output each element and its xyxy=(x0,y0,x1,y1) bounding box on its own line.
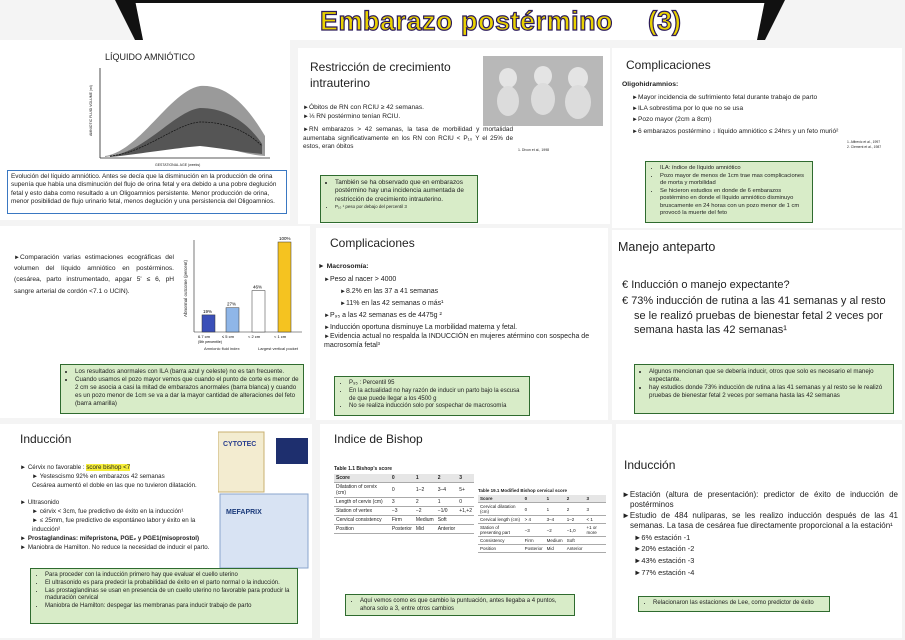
page-title: Embarazo postérmino xyxy=(320,6,614,36)
bullet: Cesárea aumentó el doble en las que no tuvieron dilatación. xyxy=(32,481,197,489)
note: • hay estudios donde 73% inducción de rutina a las 41 semanas y al resto se le realizó pruebas de bienestar fetal 2 veces por semana hasta las 42 semanas xyxy=(649,384,889,400)
note: • Algunos mencionan que se debería inducir, otros que solo es necesario el manejo expectante. xyxy=(649,368,889,384)
note: • También se ha observado que en embarazos postérmino hay una incidencia aumentada de restricción de crecimiento intrauterino. xyxy=(335,179,473,204)
table-row: Cervical length (cm) > 4 3–4 1–2 < 1 xyxy=(478,516,606,524)
note: • Se hicieron estudios en donde de 6 embarazos postérmino en donde el líquido amniótico disminuyo bruscamente en 24 horas con un pozo menor de 1 cm provocó la muerte del feto xyxy=(660,188,808,218)
table-row: Dilatation of cervix (cm) 0 1–2 3–4 5+ xyxy=(334,483,474,498)
note-box xyxy=(645,161,813,223)
bullet: 20% estación -2 xyxy=(641,544,695,554)
note: • Maniobra de Hamilton: despegar las membranas para inducir trabajo de parto xyxy=(45,603,293,611)
note: • Para proceder con la inducción primero hay que evaluar el cuello uterino xyxy=(45,572,293,580)
bar xyxy=(252,291,265,332)
newborn-photo xyxy=(483,56,603,126)
table-row: Station of presenting part −3 −2 −1,0 +1 or more xyxy=(478,524,606,537)
table-header: Score xyxy=(478,495,523,503)
highlight: score bishop <7 xyxy=(86,464,131,471)
bullet: Maniobra de Hamilton. No reduce la necesidad de inducir el parto. xyxy=(27,543,210,551)
note: • Pozo mayor de menos de 1cm trae mas complicaciones de morta y morbilidad xyxy=(660,173,808,188)
table-header: 2 xyxy=(565,495,585,503)
bullet: ► Comparación varias estimaciones ecográficas del volumen del líquido amniótico en postérminos. (cesárea, parto instrumentado, apgar 5' ≤ 6, pH sangre arterial de cordón <7.1 o UCIN). xyxy=(14,252,174,297)
table-header: 2 xyxy=(436,474,458,483)
section-induccion-2: Inducción ►Estación (altura de presentación): predictor de éxito de inducción de postérminos ►Estudio de 484 nulíparas, se les realizo inducción después de las 41 semanas. La tasa de cesárea fue directamente proporcional a la estación¹ ►6% estación -1 ►20% estación -2 ►43% estación -3 ►77% estación -4 • Relacionaron las estaciones de Lee, como predictor de éxito xyxy=(616,424,902,638)
data-label: 100% xyxy=(279,236,291,241)
table-title: Table 1.1 Bishop's score xyxy=(334,466,393,472)
section-induccion-1: Inducción CYTOTEC MEFAPRIX ► Cérvix no favorable : score bishop <7 ► Yestescismo 92% en embarazos 42 semanas Cesárea aumentó el doble en las que no tuvieron dilatación. ► Ultrasonido ► cérvix < 3cm, fue predictivo de éxito en la inducción¹ ► ≤ 25mm, fue predictivo de espontáneo labor y éxito en la inducción² ► Prostaglandinas: mifepristona, PGE₂ y PGE1(misoprostol) ► Maniobra de Hamilton. No reduce la necesidad de inducir el parto. • Para proceder con la inducción primero hay que evaluar el cuello uterino • El ultrasonido es para predecir la probabilidad de éxito en el parto normal o la inducción. • Las prostaglandinas se usan en presencia de un cuello uterino no favorable para producir la maduración cervical • Maniobra de Hamilton: despegar las membranas para inducir trabajo de parto xyxy=(0,424,312,638)
note: • Relacionaron las estaciones de Lee, como predictor de éxito xyxy=(653,600,825,608)
table-header: 3 xyxy=(584,495,606,503)
bullet: ► Evidencia actual no respalda la INDUCCIÓN en mujeres atérmino con sospecha de macrosomía fetal³ xyxy=(324,333,600,351)
bullet: Estación (altura de presentación): predictor de éxito de inducción de postérminos xyxy=(629,490,898,510)
table-header: 1 xyxy=(414,474,436,483)
table-title: Table 19.1 Modified Bishop cervical score xyxy=(478,488,567,493)
section-heading: LÍQUIDO AMNIÓTICO xyxy=(105,52,196,62)
data-label: 19% xyxy=(203,308,213,314)
bullet: Prostaglandinas: mifepristona, PGE₂ y PGE1(misoprostol) xyxy=(27,534,200,542)
section-bishop xyxy=(320,424,612,638)
bullet: ► 6 embarazos postérmino ↓ líquido amniótico ≤ 24hrs y un feto murió² xyxy=(632,126,897,137)
bullet: Yestescismo 92% en embarazos 42 semanas xyxy=(39,472,165,480)
bullet: Cérvix no favorable : xyxy=(27,464,87,471)
note: • ILA: índice de líquido amniótico xyxy=(660,165,808,173)
section-complicaciones-2: Complicaciones ► Macrosomía: ► Peso al nacer > 4000 ► 8.2% en las 37 a 41 semanas ► 11% en las 42 semanas o más¹ ► P₉₅ a las 42 semanas es de 4475g ² ► Inducción oportuna disminuye La morbilidad materna y fetal. ► Evidencia actual no respalda la INDUCCIÓN en mujeres atérmino con sospecha de macrosomía fetal³ • P₉₅ : Percentil 95 • En la actualidad no hay razón de inducir un parto bajo la escusa de que puede llegar a los 4500 g • No se realiza inducción solo por sospechar de macrosomía xyxy=(316,228,608,420)
section-heading: Indice de Bishop xyxy=(334,432,423,446)
table-row: Position Posterior Mid Anterior xyxy=(334,525,474,534)
note: • El ultrasonido es para predecir la probabilidad de éxito en el parto normal o la inducción. xyxy=(45,580,293,588)
note-box xyxy=(634,364,894,414)
bullet: ► ⅓ RN postérmino tenían RCIU. xyxy=(303,113,485,122)
bullet: ► RN embarazos > 42 semanas, la tasa de morbilidad y mortalidad aumentaba significativamente en los RN con RCIU < P₁₀ Y el 25% de estos, eran óbitos xyxy=(303,126,513,152)
section-complicaciones-1 xyxy=(612,48,902,228)
reference: 2. Clement et al., 1987 xyxy=(847,145,882,150)
category-label: ≤ 5 cm xyxy=(222,334,234,339)
category-label: (5th percentile) xyxy=(198,340,222,344)
note: • Las prostaglandinas se usan en presencia de un cuello uterino no favorable para producir la maduración cervical xyxy=(45,588,293,604)
medication-boxes xyxy=(218,428,310,570)
reference: 1. Divon et al., 1998 xyxy=(518,148,550,152)
bullet: 6% estación -1 xyxy=(641,532,691,542)
bar xyxy=(202,315,215,332)
box-label: CYTOTEC xyxy=(223,441,257,448)
box-label: MEFAPRIX xyxy=(226,509,262,516)
table-row: Cervical dilatation (cm) 0 1 2 3 xyxy=(478,503,606,516)
note-box xyxy=(638,596,830,612)
bullet: ► P₉₅ a las 42 semanas es de 4475g ² xyxy=(324,310,600,322)
table-row: Length of cervix (cm) 3 2 1 0 xyxy=(334,498,474,507)
note: • Aquí vemos como es que cambio la puntuación, antes llegaba a 4 puntos, ahora solo a 3, entre otros cambios xyxy=(360,598,570,614)
group-label: Amnionic fluid index xyxy=(204,346,240,351)
amniotic-caption: Evolución del líquido amniótico. Antes se decía que la disminución en la producción de orina supenía que había una disminución del flujo de orina fetal y era debido a una pobre deglución fetal y esto daba como resultado a un Oligoamnios persistente. Menor producción de orina, menor posibilidad de flujo urinario fetal, menos deglución y una persistencia del Oligoamnios. xyxy=(7,170,287,214)
note-box xyxy=(30,568,298,624)
note-box xyxy=(334,376,530,416)
bullet: ► 8.2% en las 37 a 41 semanas xyxy=(340,286,600,298)
note-box xyxy=(345,594,575,616)
bishop-table-1 xyxy=(334,466,474,534)
section-heading: Inducción xyxy=(624,458,676,472)
note: • P₉₅ : Percentil 95 xyxy=(349,380,525,388)
section-heading: Complicaciones xyxy=(330,236,415,250)
bar xyxy=(278,242,291,332)
subheading: Macrosomía: xyxy=(326,263,369,270)
y-axis-label: Abnormal outcome (percent) xyxy=(183,259,188,317)
note: • En la actualidad no hay razón de inducir un parto bajo la escusa de que puede llegar a los 4500 g xyxy=(349,388,525,404)
bullet: ► Peso al nacer > 4000 xyxy=(324,274,600,286)
note-box xyxy=(60,364,304,414)
bishop-table-2 xyxy=(478,488,606,553)
bullet: 77% estación -4 xyxy=(641,568,695,578)
amniotic-fluid-chart xyxy=(80,66,280,170)
table-row: Position Posterior Mid Anterior xyxy=(478,545,606,553)
note: • Los resultados anormales con ILA (barra azul y celeste) no es tan frecuente. xyxy=(75,368,299,376)
bullet: Inducción o manejo expectante? xyxy=(631,279,790,291)
bullet: ► Inducción oportuna disminuye La morbilidad materna y fetal. xyxy=(324,322,600,334)
section-heading: Complicaciones xyxy=(626,58,711,72)
bullet: cérvix < 3cm, fue predictivo de éxito en la inducción¹ xyxy=(39,507,184,515)
bullet: 73% inducción de rutina a las 41 semanas y al resto se le realizó pruebas de bienestar fetal 2 veces por semana hasta las 42 semanas¹ xyxy=(631,295,886,336)
bullet: ► Mayor incidencia de sufrimiento fetal durante trabajo de parto xyxy=(632,92,897,103)
bullet: ≤ 25mm, fue predictivo de espontáneo labor y éxito en la inducción² xyxy=(32,516,196,533)
table-row: Consistency Firm Medium Soft xyxy=(478,537,606,545)
reference: 1. Alfirevic et al., 1997 xyxy=(847,140,881,144)
table-header: Score xyxy=(334,474,390,483)
x-axis-label: GESTATIONAL AGE (weeks) xyxy=(155,163,201,167)
category-label: 6.7 cm xyxy=(198,334,211,339)
bullet: ► Pozo mayor (2cm a 8cm) xyxy=(632,114,897,125)
note: • P₁₀ ¹ peso por debajo del percentil 3 xyxy=(335,204,473,210)
section-comparacion xyxy=(0,226,310,418)
note: • No se realiza inducción solo por sospechar de macrosomía xyxy=(349,403,525,411)
section-liquido-amniotico xyxy=(0,40,290,220)
table-header: 3 xyxy=(457,474,474,483)
table-header: 1 xyxy=(545,495,565,503)
page-number: (3) xyxy=(648,6,681,36)
table-row: Cervical consistency Firm Medium Soft xyxy=(334,516,474,525)
bullet: ► Óbitos de RN con RCIU ≥ 42 semanas. xyxy=(303,104,485,113)
bullet: Ultrasonido xyxy=(27,498,60,506)
data-label: 27% xyxy=(227,301,237,307)
section-heading: Manejo anteparto xyxy=(618,240,716,254)
category-label: < 2 cm xyxy=(248,334,261,339)
abnormal-outcome-chart xyxy=(178,232,306,360)
bullet: ► 11% en las 42 semanas o más¹ xyxy=(340,298,600,310)
table-header: 0 xyxy=(523,495,545,503)
table-row: Station of vertex −3 −2 −1/0 +1,+2 xyxy=(336,508,472,514)
group-label: Largest vertical pocket xyxy=(258,346,299,351)
section-heading: Inducción xyxy=(20,432,72,446)
bar xyxy=(226,308,239,332)
bullet: Estudio de 484 nulíparas, se les realizo inducción después de las 41 semanas. La tasa de cesárea fue directamente proporcional a la estación¹ xyxy=(629,510,898,531)
section-manejo-anteparto: Manejo anteparto € Inducción o manejo expectante? € 73% inducción de rutina a las 41 semanas y al resto se le realizó pruebas de bienestar fetal 2 veces por semana hasta las 42 semanas¹ • Algunos mencionan que se debería inducir, otros que solo es necesario el manejo expectante. • hay estudios donde 73% inducción de rutina a las 41 semanas y al resto se le realizó pruebas de bienestar fetal 2 veces por semana hasta las 42 semanas xyxy=(612,230,902,420)
note-box xyxy=(320,175,478,223)
subheading: Oligohidramnios: xyxy=(622,81,679,88)
section-heading: Restricción de crecimiento intrauterino xyxy=(310,60,451,90)
section-rciu xyxy=(298,48,610,224)
table-header: 0 xyxy=(390,474,414,483)
bullet: ► ILA sobrestima por lo que no se usa xyxy=(632,103,897,114)
category-label: < 1 cm xyxy=(274,334,287,339)
bullet: 43% estación -3 xyxy=(641,556,695,566)
note: • Cuando usamos el pozo mayor vemos que cuando el punto de corte es menor de 2 cm se asocia a casi la mitad de embarazos anormales (barra blanca) y cuando es un pozo menor de 1cm se va a dar la mayor cantidad de alteraciones del feto (barra amarilla) xyxy=(75,376,299,408)
y-axis-label: AMNIOTIC FLUID VOLUME (ml) xyxy=(89,85,93,136)
data-label: 46% xyxy=(253,284,263,290)
